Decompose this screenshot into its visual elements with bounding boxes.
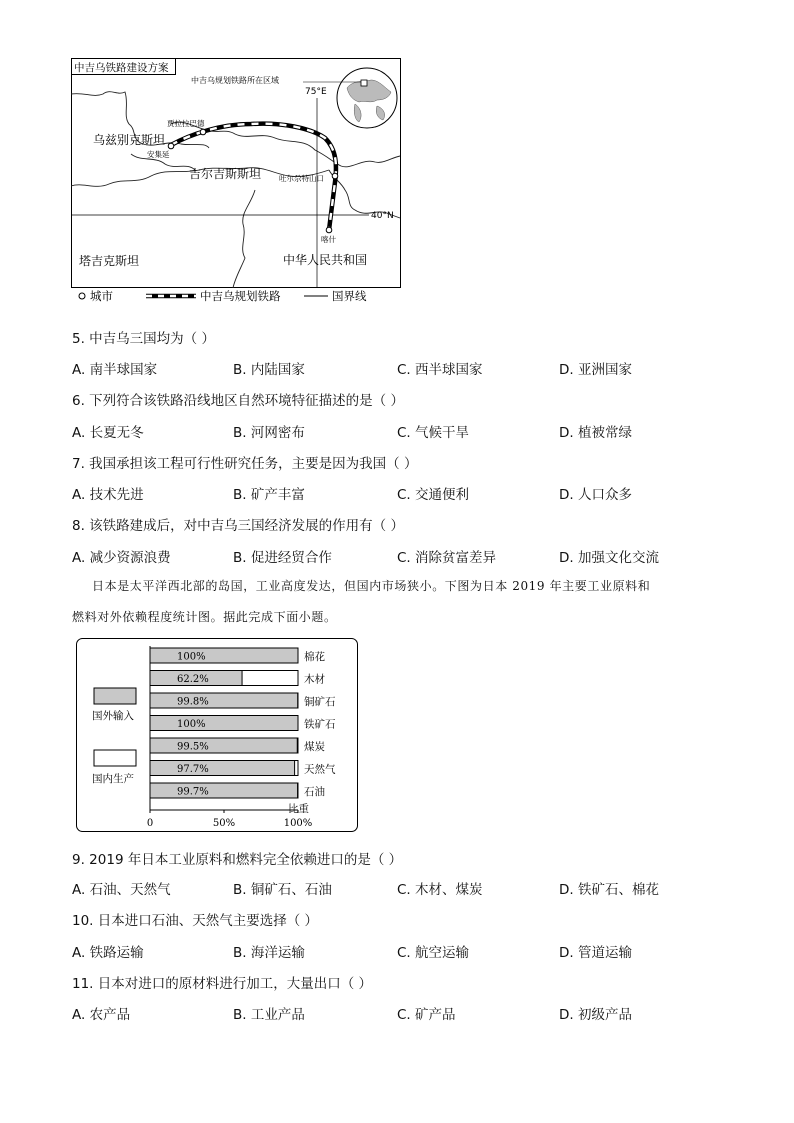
bar-import: [150, 783, 298, 798]
question-11-stem: 11. 日本对进口的原材料进行加工，大量出口（ ）: [72, 976, 373, 992]
question-9-option-b[interactable]: B. 铜矿石、石油: [233, 882, 332, 898]
city-andijan-dot: [168, 143, 174, 149]
question-10-option-c[interactable]: C. 航空运输: [397, 945, 470, 961]
question-5-option-c[interactable]: C. 西半球国家: [397, 362, 483, 378]
question-10-option-a[interactable]: A. 铁路运输: [72, 945, 144, 961]
question-11-option-d[interactable]: D. 初级产品: [559, 1007, 632, 1023]
bar-value-label: 100%: [177, 719, 206, 730]
question-6-stem: 6. 下列符合该铁路沿线地区自然环境特征描述的是（ ）: [72, 393, 404, 409]
map-title: 中吉乌铁路建设方案: [74, 62, 169, 74]
x-tick-label: 100%: [283, 818, 313, 829]
category-label: 铜矿石: [304, 696, 336, 708]
city-jalalabad-label: 贾拉拉巴德: [167, 119, 205, 128]
question-6-option-d[interactable]: D. 植被常绿: [559, 425, 632, 441]
question-6-option-a[interactable]: A. 长夏无冬: [72, 425, 144, 441]
bar-value-label: 99.8%: [177, 696, 209, 708]
legend-city-label: 城市: [90, 289, 113, 303]
question-6-option-b[interactable]: B. 河网密布: [233, 425, 305, 441]
legend-import-label: 国外输入: [92, 710, 134, 722]
bar-import: [150, 761, 295, 776]
question-9-stem: 9. 2019 年日本工业原料和燃料完全依赖进口的是（ ）: [72, 852, 403, 868]
question-8-option-b[interactable]: B. 促进经贸合作: [233, 550, 332, 566]
legend-import-swatch: [94, 688, 136, 704]
city-kashgar-label: 喀什: [321, 235, 336, 244]
city-jalalabad-dot: [200, 129, 206, 135]
bar-import: [150, 693, 298, 708]
bar-import: [150, 648, 298, 663]
bar-import: [150, 716, 298, 731]
bar-value-label: 62.2%: [177, 674, 209, 685]
legend-domestic-swatch: [94, 750, 136, 766]
inset-label: 中吉乌规划铁路所在区域: [191, 76, 279, 85]
country-uzbekistan: 乌兹别克斯坦: [93, 133, 166, 147]
parallel-label: 40°N: [371, 211, 394, 221]
legend-domestic-label: 国内生产: [92, 773, 134, 785]
question-7-option-b[interactable]: B. 矿产丰富: [233, 487, 305, 503]
x-tick-label: 0: [146, 818, 154, 829]
question-10-stem: 10. 日本进口石油、天然气主要选择（ ）: [72, 913, 319, 929]
question-5-option-a[interactable]: A. 南半球国家: [72, 362, 158, 378]
bar-value-label: 99.7%: [177, 786, 209, 798]
question-10-option-b[interactable]: B. 海洋运输: [233, 945, 305, 961]
category-label: 煤炭: [304, 741, 325, 753]
dependency-bar-chart: [76, 638, 358, 832]
category-label: 木材: [304, 673, 325, 686]
category-label: 天然气: [304, 763, 336, 776]
bar-import: [150, 738, 297, 753]
question-8-option-d[interactable]: D. 加强文化交流: [559, 550, 659, 566]
question-11-option-a[interactable]: A. 农产品: [72, 1007, 131, 1023]
question-9-option-c[interactable]: C. 木材、煤炭: [397, 882, 483, 898]
legend-city-symbol: [79, 293, 85, 299]
question-8-stem: 8. 该铁路建成后，对中吉乌三国经济发展的作用有（ ）: [72, 518, 404, 534]
bar-value-label: 99.5%: [177, 741, 209, 753]
question-7-option-c[interactable]: C. 交通便利: [397, 487, 470, 503]
category-label: 石油: [304, 786, 325, 798]
legend-border-label: 国界线: [332, 289, 367, 303]
country-tajikistan: 塔吉克斯坦: [79, 254, 140, 268]
bar-value-label: 100%: [177, 651, 206, 663]
question-9-option-a[interactable]: A. 石油、天然气: [72, 882, 171, 898]
country-china: 中华人民共和国: [283, 253, 368, 267]
category-label: 铁矿石: [304, 718, 336, 731]
intro-line-1: 日本是太平洋西北部的岛国，工业高度发达，但国内市场狭小。下图为日本 2019 年主要工业原料和: [92, 579, 651, 593]
question-9-option-d[interactable]: D. 铁矿石、棉花: [559, 882, 659, 898]
question-5-stem: 5. 中吉乌三国均为（ ）: [72, 331, 215, 347]
x-tick-label: 50%: [212, 818, 236, 829]
map-legend: [76, 289, 416, 305]
city-torugart-dot: [332, 173, 338, 179]
question-10-option-d[interactable]: D. 管道运输: [559, 945, 632, 961]
city-kashgar-dot: [326, 227, 332, 233]
question-7-option-d[interactable]: D. 人口众多: [559, 487, 632, 503]
question-11-option-c[interactable]: C. 矿产品: [397, 1007, 456, 1023]
question-8-option-c[interactable]: C. 消除贫富差异: [397, 550, 497, 566]
railway-map: [71, 58, 401, 288]
city-andijan-label: 安集延: [147, 150, 170, 159]
bar-value-label: 97.7%: [177, 764, 209, 775]
question-8-option-a[interactable]: A. 减少资源浪费: [72, 550, 171, 566]
chart-frame: [77, 639, 358, 832]
city-torugart-label: 吐尔尕特山口: [279, 174, 324, 183]
x-axis-title: 比重: [288, 803, 309, 815]
intro-line-2: 燃料对外依赖程度统计图。据此完成下面小题。: [72, 610, 337, 624]
question-11-option-b[interactable]: B. 工业产品: [233, 1007, 305, 1023]
question-5-option-d[interactable]: D. 亚洲国家: [559, 362, 632, 378]
country-kyrgyzstan: 吉尔吉斯斯坦: [189, 167, 262, 181]
legend-railway-label: 中吉乌规划铁路: [200, 289, 281, 303]
meridian-label: 75°E: [305, 87, 327, 97]
category-label: 棉花: [304, 651, 325, 663]
question-7-stem: 7. 我国承担该工程可行性研究任务，主要是因为我国（ ）: [72, 456, 418, 472]
question-5-option-b[interactable]: B. 内陆国家: [233, 362, 305, 378]
question-6-option-c[interactable]: C. 气候干旱: [397, 425, 470, 441]
question-7-option-a[interactable]: A. 技术先进: [72, 487, 144, 503]
